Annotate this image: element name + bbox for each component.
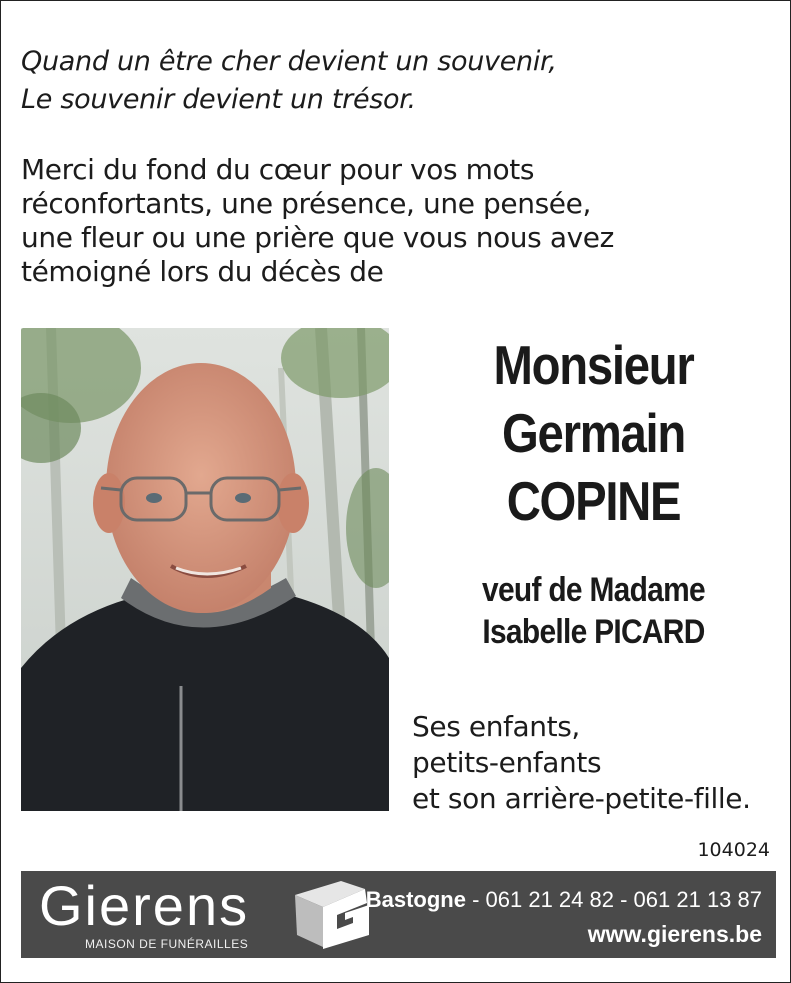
thanks-line: réconfortants, une présence, une pensée,: [21, 187, 591, 220]
city-name: Bastogne: [365, 887, 466, 912]
thanks-line: Merci du fond du cœur pour vos mots: [21, 153, 535, 186]
brand-logo-text: Gierens: [39, 874, 250, 937]
honorific: Monsieur: [493, 334, 694, 396]
family-line: Ses enfants,: [412, 710, 580, 743]
first-name: Germain: [502, 402, 685, 464]
family-signature: [412, 709, 751, 817]
thanks-line: une fleur ou une prière que vous nous avez: [21, 221, 614, 254]
family-line: petits-enfants: [412, 746, 602, 779]
thanks-line: témoigné lors du décès de: [21, 255, 384, 288]
last-name: COPINE: [506, 470, 681, 532]
contact-line: [366, 887, 762, 913]
phone-numbers: - 061 21 24 82 - 061 21 13 87: [465, 887, 762, 912]
spouse-info: [421, 569, 766, 653]
opening-quote: [21, 43, 557, 119]
funeral-home-banner: [21, 871, 776, 958]
spouse-line: Isabelle PICARD: [482, 613, 705, 651]
brand-subtitle: MAISON DE FUNÉRAILLES: [85, 937, 249, 951]
spouse-line: veuf de Madame: [482, 571, 705, 609]
reference-number: 104024: [697, 839, 770, 861]
website-link[interactable]: www.gierens.be: [587, 921, 762, 947]
thank-you-message: [21, 153, 614, 289]
quote-line: Quand un être cher devient un souvenir,: [21, 46, 557, 77]
deceased-name: [421, 331, 766, 535]
family-line: et son arrière-petite-fille.: [412, 782, 751, 815]
deceased-portrait: [21, 328, 389, 811]
quote-line: Le souvenir devient un trésor.: [21, 84, 416, 115]
